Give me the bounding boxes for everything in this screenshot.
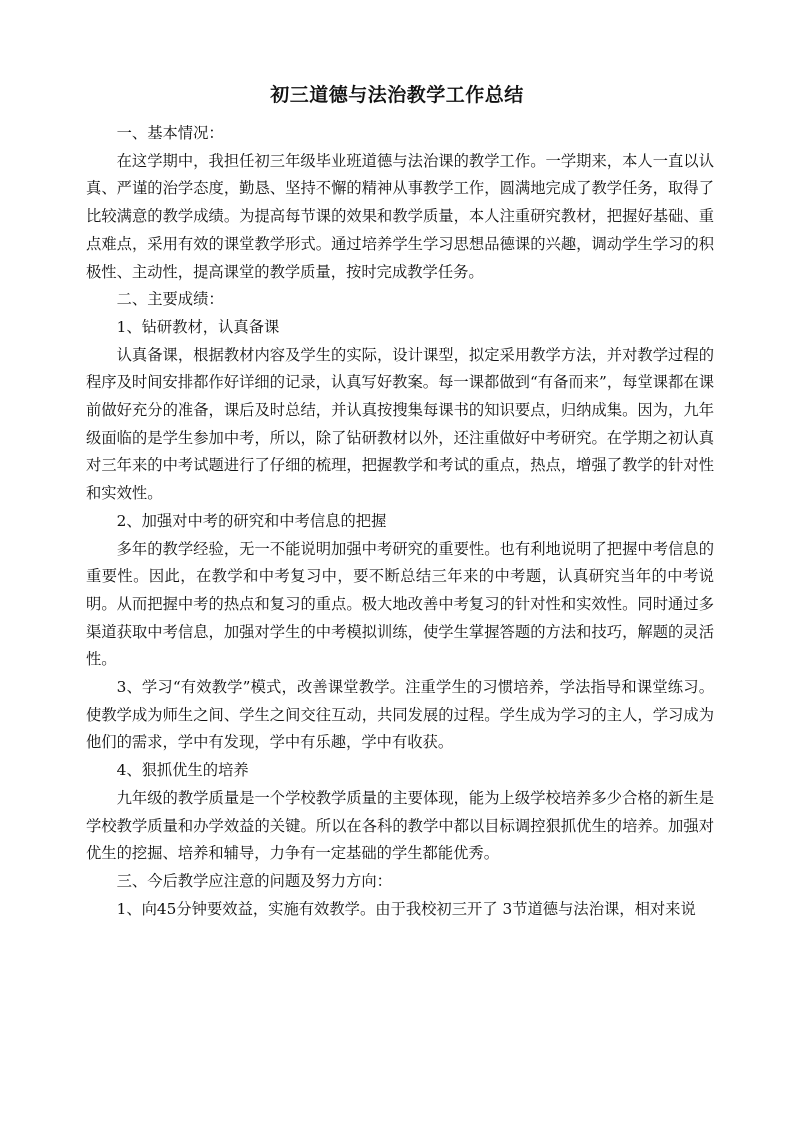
subheading-top-students: 4、狠抓优生的培养 (116, 761, 249, 780)
paragraph-effective-teaching: 3、学习“有效教学”模式，改善课堂教学。注重学生的习惯培养，学法指导和课堂练习。使教学成为师生之间、学生之间交往互动，共同发展的过程。学生成为学习的主人，学习成为他们的需求，学中有发现，学中有乐趣，学中有收获。 (86, 678, 714, 752)
section-heading-main-achievements: 二、主要成绩： (116, 290, 224, 309)
section-heading-future-direction: 三、今后教学应注意的问题及努力方向： (116, 871, 392, 890)
paragraph-future-direction: 1、向45分钟要效益，实施有效教学。由于我校初三开了 3节道德与法治课，相对来说 (116, 899, 696, 918)
subheading-study-textbook: 1、钻研教材，认真备课 (116, 317, 280, 336)
paragraph-study-textbook: 认真备课，根据教材内容及学生的实际，设计课型，拟定采用教学方法，并对教学过程的程序及时间安排都作好详细的记录，认真写好教案。每一课都做到“有备而来”，每堂课都在课前做好充分的准备，课后及时总结，并认真按搜集每课书的知识要点，归纳成集。因为，九年级面临的是学生参加中考，所以，除了钻研教材以外，还注重做好中考研究。在学期之初认真对三年来的中考试题进行了仔细的梳理，把握教学和考试的重点，热点，增强了教学的针对性和实效性。 (86, 345, 714, 503)
document-title: 初三道德与法治教学工作总结 (270, 84, 524, 106)
paragraph-exam-research: 多年的教学经验，无一不能说明加强中考研究的重要性。也有利地说明了把握中考信息的重要性。因此，在教学和中考复习中，要不断总结三年来的中考题，认真研究当年的中考说明。从而把握中考的热点和复习的重点。极大地改善中考复习的针对性和实效性。同时通过多渠道获取中考信息，加强对学生的中考模拟训练，使学生掌握答题的方法和技巧，解题的灵活性。 (86, 539, 714, 669)
document-body (86, 120, 714, 923)
paragraph-top-students: 九年级的教学质量是一个学校教学质量的主要体现，能为上级学校培养多少合格的新生是学校教学质量和办学效益的关键。所以在各科的教学中都以目标调控狠抓优生的培养。加强对优生的挖掘、培养和辅导，力争有一定基础的学生都能优秀。 (86, 788, 714, 863)
subheading-exam-research: 2、加强对中考的研究和中考信息的把握 (116, 511, 387, 530)
paragraph-basic-situation: 在这学期中，我担任初三年级毕业班道德与法治课的教学工作。一学期来，本人一直以认真、严谨的治学态度，勤恳、坚持不懈的精神从事教学工作，圆满地完成了教学任务，取得了比较满意的教学成绩。为提高每节课的效果和教学质量，本人注重研究教材，把握好基础、重点难点，采用有效的课堂教学形式。通过培养学生学习思想品德课的兴趣，调动学生学习的积极性、主动性，提高课堂的教学质量，按时完成教学任务。 (86, 151, 714, 281)
section-heading-basic-situation: 一、基本情况： (116, 124, 224, 142)
